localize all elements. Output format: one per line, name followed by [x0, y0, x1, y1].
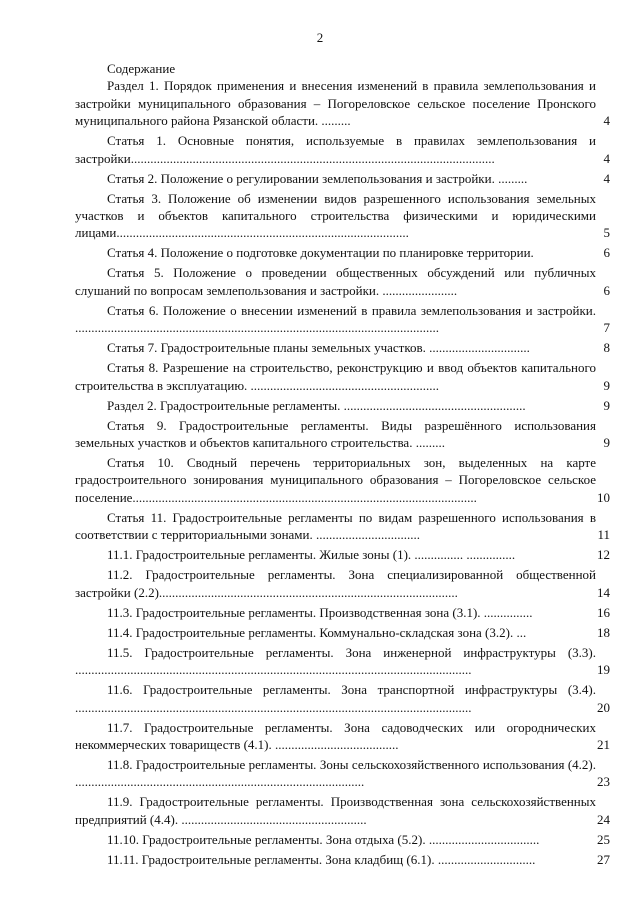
toc-entry[interactable]: [75, 454, 610, 506]
toc-entry[interactable]: [75, 170, 610, 187]
toc-entry-text: Статья 9. Градостроительные регламенты. Виды разрешённого использования земельных участков и объектов капитального строительства. .........: [75, 417, 596, 451]
toc-entry-text: Статья 3. Положение об изменении видов разрешенного использования земельных участков и объектов капитального строительства физическими и юридическими лицами..........................................................................................: [75, 190, 596, 241]
toc-entry[interactable]: [75, 190, 610, 242]
toc-entry-page: 19: [597, 662, 610, 678]
toc-entry-page: 23: [597, 774, 610, 790]
toc-entry-text: Статья 7. Градостроительные планы земельных участков. ...............................: [107, 340, 530, 356]
toc-entry[interactable]: [75, 851, 610, 868]
toc-entry[interactable]: [75, 397, 610, 414]
toc-entry[interactable]: [75, 756, 610, 791]
toc-entry-text: Раздел 1. Порядок применения и внесения изменений в правила землепользования и застройки муниципального образования – Погореловское сельское поселение Пронского муниципального района Рязанской области. .........: [75, 78, 596, 129]
toc-entry-text: Статья 6. Положение о внесении изменений в правила землепользования и застройки. ................................................................................................................: [75, 302, 596, 336]
toc-entry-text: Статья 4. Положение о подготовке документации по планировке территории.: [107, 245, 534, 261]
toc-entry-text: 11.9. Градостроительные регламенты. Производственная зона сельскохозяйственных предприятий (4.4). .........................................................: [75, 794, 596, 827]
page-number: 2: [316, 30, 324, 45]
toc-entry-text: 11.5. Градостроительные регламенты. Зона инженерной инфраструктуры (3.3). ..........................................................................................................................: [75, 644, 596, 678]
toc-entry-page: 10: [597, 489, 610, 505]
toc-entry-page: 9: [603, 435, 610, 451]
toc-entry-page: 27: [597, 851, 610, 867]
toc-entry-text: Статья 1. Основные понятия, используемые в правилах землепользования и застройки................................................................................................................: [75, 133, 596, 166]
toc-entry-page: 24: [597, 811, 610, 827]
toc-entry-page: 14: [597, 584, 610, 600]
toc-entry[interactable]: [75, 77, 610, 129]
toc-entry-page: 25: [597, 831, 610, 847]
toc-entry-page: 18: [597, 624, 610, 640]
toc-entry-text: Статья 11. Градостроительные регламенты по видам разрешенного использования в соответствии с территориальными зонами. ................................: [75, 509, 596, 543]
toc-entry[interactable]: [75, 417, 610, 452]
toc-entry-page: 20: [597, 699, 610, 715]
toc-entry-text: Статья 10. Сводный перечень территориальных зон, выделенных на карте градостроительного зонирования муниципального образования – Погореловское сельское поселение..........................................................................................................: [75, 455, 596, 505]
toc-entry-text: 11.4. Градостроительные регламенты. Коммунально-складская зона (3.2). ...: [107, 624, 527, 640]
toc-entry-page: 4: [603, 150, 610, 166]
toc-entry-page: 4: [603, 170, 610, 186]
toc-entry-text: 11.8. Градостроительные регламенты. Зоны сельскохозяйственного использования (4.2). .........................................................................................: [75, 756, 596, 790]
toc-entry-page: 21: [597, 736, 610, 752]
toc-entry-page: 16: [597, 604, 610, 620]
toc-entry[interactable]: [75, 793, 610, 828]
toc-entry-page: 6: [603, 282, 610, 298]
toc-entry-page: 9: [603, 397, 610, 413]
toc-entry[interactable]: [75, 509, 610, 544]
toc-entry-text: 11.10. Градостроительные регламенты. Зона отдыха (5.2). ..................................: [107, 831, 540, 847]
toc-entry-page: 12: [597, 547, 610, 563]
toc-entry-page: 7: [603, 320, 610, 336]
toc-entry-text: 11.2. Градостроительные регламенты. Зона специализированной общественной застройки (2.2)............................................................................................: [75, 567, 596, 600]
toc-entry[interactable]: [75, 546, 610, 563]
toc-entry-text: 11.7. Градостроительные регламенты. Зона садоводческих или огороднических некоммерческих товариществ (4.1). ......................................: [75, 719, 596, 752]
toc-entry-page: 5: [603, 225, 610, 241]
toc-entry[interactable]: [75, 132, 610, 167]
toc-entry-text: 11.6. Градостроительные регламенты. Зона транспортной инфраструктуры (3.4). ..........................................................................................................................: [75, 682, 596, 715]
toc-entry-text: 11.1. Градостроительные регламенты. Жилые зоны (1). ............... ...............: [107, 547, 516, 563]
toc-entry-text: Статья 5. Положение о проведении общественных обсуждений или публичных слушаний по вопросам землепользования и застройки. .......................: [75, 265, 596, 298]
toc-entry[interactable]: [75, 644, 610, 679]
toc-entry-page: 9: [603, 377, 610, 393]
toc-entry[interactable]: [75, 264, 610, 299]
toc-entry[interactable]: [75, 624, 610, 641]
table-of-contents: [75, 60, 610, 871]
toc-entry[interactable]: [75, 302, 610, 337]
toc-entry[interactable]: [75, 719, 610, 754]
toc-entry-text: Раздел 2. Градостроительные регламенты. ........................................................: [107, 397, 526, 413]
toc-entry-page: 11: [597, 527, 610, 543]
toc-entry-text: Статья 2. Положение о регулировании землепользования и застройки. .........: [107, 170, 528, 186]
toc-entry-page: 4: [603, 113, 610, 129]
toc-entry-page: 8: [603, 340, 610, 356]
toc-entry-text: 11.11. Градостроительные регламенты. Зона кладбищ (6.1). ..............................: [107, 851, 536, 867]
toc-entry[interactable]: [75, 831, 610, 848]
toc-entry-page: 6: [603, 245, 610, 261]
toc-entry[interactable]: [75, 566, 610, 601]
toc-entry-text: 11.3. Градостроительные регламенты. Производственная зона (3.1). ...............: [107, 604, 533, 620]
toc-entry[interactable]: [75, 244, 610, 261]
toc-entry[interactable]: [75, 681, 610, 716]
toc-entry[interactable]: [75, 359, 610, 394]
toc-entry[interactable]: [75, 604, 610, 621]
toc-title: Содержание: [107, 61, 176, 76]
toc-entries: [75, 77, 610, 868]
toc-entry-text: Статья 8. Разрешение на строительство, реконструкцию и ввод объектов капитального строительства в эксплуатацию. ..........................................................: [75, 360, 596, 393]
toc-entry[interactable]: [75, 339, 610, 356]
